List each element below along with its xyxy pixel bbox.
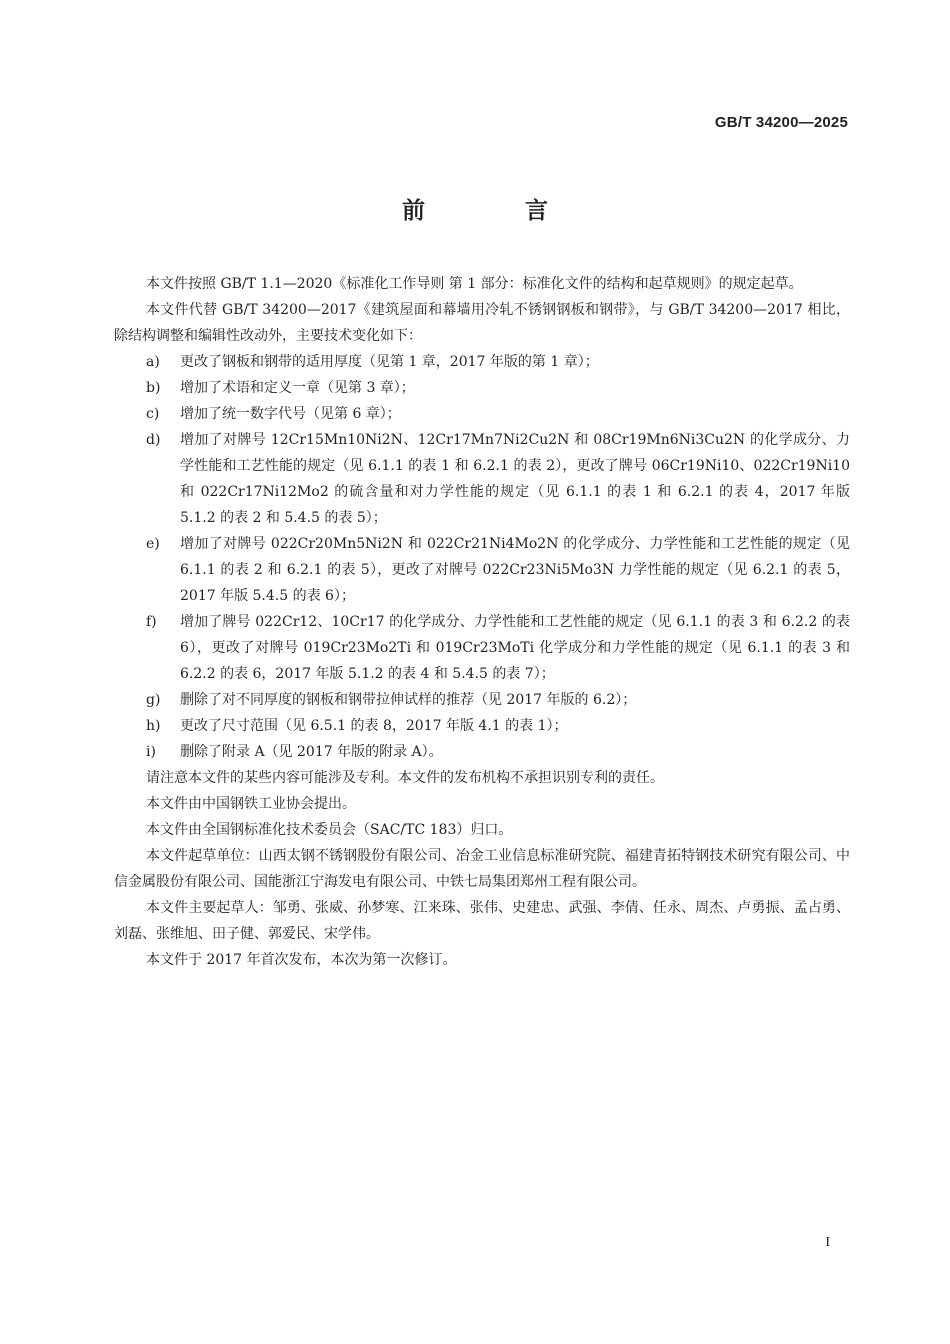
paragraph-drafting-units: 本文件起草单位：山西太钢不锈钢股份有限公司、冶金工业信息标准研究院、福建青拓特钢技术研究有限公司、中信金属股份有限公司、国能浙江宁海发电有限公司、中铁七局集团郑州工程有限公司。: [114, 848, 850, 890]
list-marker: e): [146, 536, 160, 552]
paragraph-replacement-note: 本文件代替 GB/T 34200—2017《建筑屋面和幕墙用冷轧不锈钢钢板和钢带》，与 GB/T 34200—2017 相比，除结构调整和编辑性改动外，主要技术变化如下：: [114, 302, 850, 344]
list-marker: g): [146, 692, 161, 708]
list-marker: i): [146, 744, 156, 760]
paragraph-committee: 本文件由全国钢标准化技术委员会（SAC/TC 183）归口。: [146, 822, 513, 838]
list-marker: a): [146, 354, 160, 370]
list-item: [114, 713, 850, 739]
list-item-text: 更改了尺寸范围（见 6.5.1 的表 8，2017 年版 4.1 的表 1）；: [180, 718, 568, 734]
paragraph-publication-history: 本文件于 2017 年首次发布，本次为第一次修订。: [146, 952, 457, 968]
list-item-text: 增加了术语和定义一章（见第 3 章）；: [180, 380, 415, 396]
standard-code: GB/T 34200—2025: [714, 114, 848, 131]
list-item: [114, 531, 850, 609]
page-number: I: [825, 1235, 830, 1250]
list-marker: b): [146, 380, 161, 396]
list-item: [114, 401, 850, 427]
page-title: 前 言: [401, 198, 594, 224]
paragraph-drafting-rules: 本文件按照 GB/T 1.1—2020《标准化工作导则 第 1 部分：标准化文件的结构和起草规则》的规定起草。: [146, 276, 803, 292]
paragraph-patent-notice: 请注意本文件的某些内容可能涉及专利。本文件的发布机构不承担识别专利的责任。: [146, 770, 664, 786]
document-body: [114, 271, 850, 973]
technical-changes-list: [114, 349, 850, 765]
list-item-text: 增加了牌号 022Cr12、10Cr17 的化学成分、力学性能和工艺性能的规定（见 6.1.1 的表 3 和 6.2.2 的表 6），更改了对牌号 019Cr23Mo2Ti 和 019Cr23MoTi 化学成分和力学性能的规定（见 6.1.1 的表 3 和 6.2.2 的表 6，2017 年版 5.1.2 的表 4 和 5.4.5 的表 7）；: [180, 614, 850, 682]
list-item: [114, 375, 850, 401]
list-item-text: 更改了钢板和钢带的适用厚度（见第 1 章，2017 年版的第 1 章）；: [180, 354, 599, 370]
list-item-text: 删除了对不同厚度的钢板和钢带拉伸试样的推荐（见 2017 年版的 6.2）；: [180, 692, 637, 708]
list-item-text: 增加了对牌号 022Cr20Mn5Ni2N 和 022Cr21Ni4Mo2N 的化学成分、力学性能和工艺性能的规定（见 6.1.1 的表 2 和 6.2.1 的表 5），更改了对牌号 022Cr23Ni5Mo3N 力学性能的规定（见 6.2.1 的表 5，2017 年版 5.4.5 的表 6）；: [180, 536, 850, 604]
paragraph-proposer: 本文件由中国钢铁工业协会提出。: [146, 796, 356, 812]
list-item: [114, 349, 850, 375]
list-item: [114, 427, 850, 531]
list-marker: h): [146, 718, 161, 734]
paragraph-drafters: 本文件主要起草人：邹勇、张威、孙梦寒、江来珠、张伟、史建忠、武强、李倩、任永、周杰、卢勇振、孟占勇、刘磊、张维旭、田子健、郭爱民、宋学伟。: [114, 900, 850, 942]
list-item-text: 增加了对牌号 12Cr15Mn10Ni2N、12Cr17Mn7Ni2Cu2N 和 08Cr19Mn6Ni3Cu2N 的化学成分、力学性能和工艺性能的规定（见 6.1.1 的表 1 和 6.2.1 的表 2），更改了牌号 06Cr19Ni10、022Cr19Ni10 和 022Cr17Ni12Mo2 的硫含量和对力学性能的规定（见 6.1.1 的表 1 和 6.2.1 的表 4，2017 年版 5.1.2 的表 2 和 5.4.5 的表 5）；: [180, 432, 850, 526]
list-marker: d): [146, 432, 161, 448]
list-item: [114, 609, 850, 687]
list-item: [114, 687, 850, 713]
list-item-text: 增加了统一数字代号（见第 6 章）；: [180, 406, 401, 422]
list-item-text: 删除了附录 A（见 2017 年版的附录 A）。: [180, 744, 443, 760]
list-marker: c): [146, 406, 160, 422]
list-marker: f): [146, 614, 157, 630]
list-item: [114, 739, 850, 765]
